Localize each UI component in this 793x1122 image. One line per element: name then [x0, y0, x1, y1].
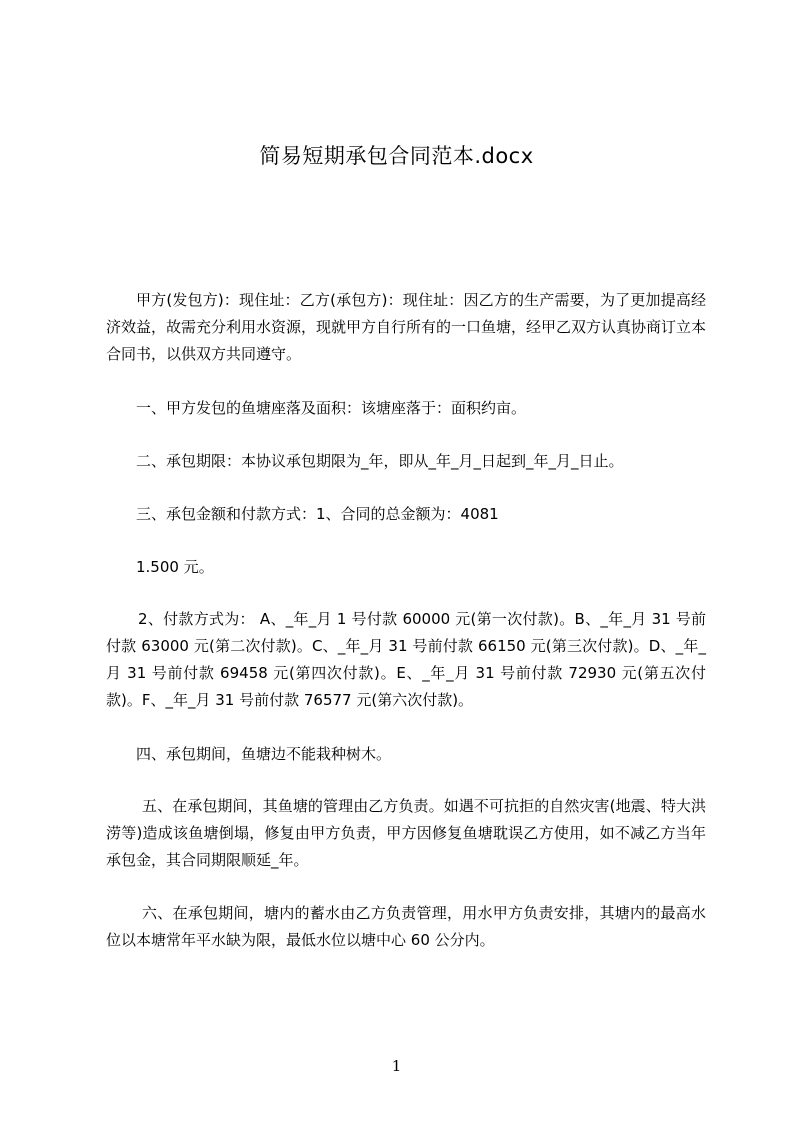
- paragraph-clause-4: 四、承包期间，鱼塘边不能栽种树木。: [136, 745, 392, 763]
- paragraph-clause-5: 五、在承包期间，其鱼塘的管理由乙方负责。如遇不可抗拒的自然灾害(地震、特大洪涝等)造成该鱼塘倒塌，修复由甲方负责，甲方因修复鱼塘耽误乙方使用，如不减乙方当年承包金，其合同期限顺延_年。: [106, 797, 706, 869]
- document-title: 简易短期承包合同范本.docx: [259, 144, 534, 168]
- paragraph-clause-1: 一、甲方发包的鱼塘座落及面积：该塘座落于：面积约亩。: [136, 399, 527, 417]
- page-number: 1: [391, 1057, 402, 1075]
- paragraph-payment-method: 2、付款方式为： A、_年_月 1 号付款 60000 元(第一次付款)。B、_年_月 31 号前付款 63000 元(第二次付款)。C、_年_月 31 号前付款 66150 元(第三次付款)。D、_年_月 31 号前付款 69458 元(第四次付款)。E、_年_月 31 号前付款 72930 元(第五次付款)。F、_年_月 31 号前付款 76577 元(第六次付款)。: [106, 610, 706, 709]
- paragraph-amount-continued: 1.500 元。: [136, 558, 214, 576]
- paragraph-clause-6: 六、在承包期间，塘内的蓄水由乙方负责管理，用水甲方负责安排，其塘内的最高水位以本塘常年平水缺为限，最低水位以塘中心 60 公分内。: [106, 904, 706, 949]
- paragraph-clause-2: 二、承包期限：本协议承包期限为_年，即从_年_月_日起到_年_月_日止。: [136, 452, 624, 470]
- paragraph-preamble: 甲方(发包方)：现住址：乙方(承包方)：现住址：因乙方的生产需要，为了更加提高经济效益，故需充分利用水资源，现就甲方自行所有的一口鱼塘，经甲乙双方认真协商订立本合同书，以供双方共同遵守。: [106, 291, 707, 363]
- paragraph-clause-3: 三、承包金额和付款方式：1、合同的总金额为：4081: [136, 505, 499, 523]
